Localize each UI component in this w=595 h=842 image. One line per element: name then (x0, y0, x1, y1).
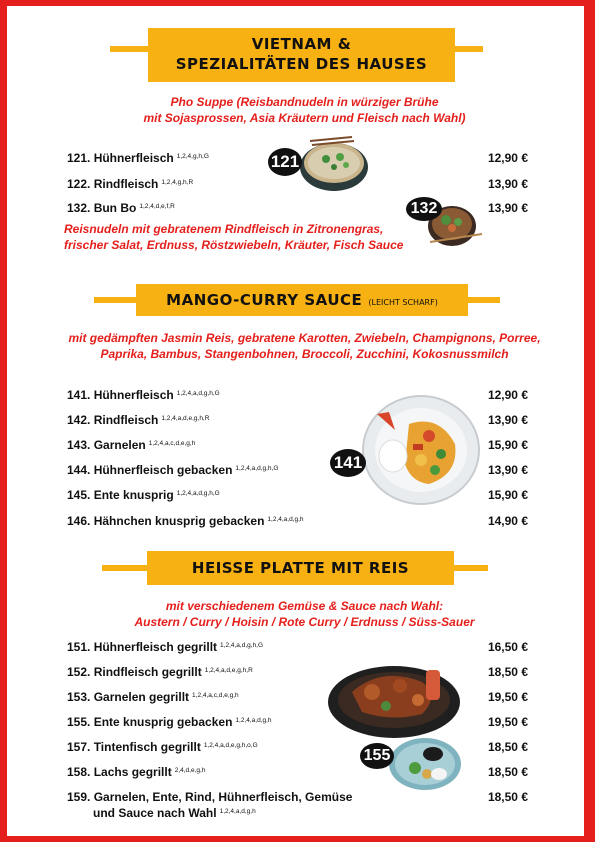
price-121: 12,90 € (487, 151, 528, 165)
section-title-vietnam (148, 28, 455, 82)
badge-132: 132 (406, 197, 442, 221)
section-title-heisse-platte (147, 551, 454, 585)
price-159: 18,50 € (487, 790, 528, 804)
description-line1: Pho Suppe (Reisbandnudeln in würziger Brühe (170, 95, 439, 109)
badge-121: 121 (268, 148, 302, 176)
menu-item-122: 122. Rindfleisch $^{1,2,4,g,h,R}$ (67, 177, 194, 191)
description-line2: mit Sojasprossen, Asia Kräutern und Fleisch nach Wahl) (143, 111, 466, 125)
side-plate-photo (387, 734, 463, 792)
badge-141: 141 (330, 449, 366, 477)
menu-item-146: 146. Hähnchen knusprig gebacken $^{1,2,4,a,d,g,h}$ (67, 514, 304, 528)
price-155: 19,50 € (487, 715, 528, 729)
menu-item-132: 132. Bun Bo $^{1,2,4,d,e,f,R}$ (67, 201, 175, 215)
section-title-line1: VIETNAM & (251, 35, 352, 53)
menu-item-144: 144. Hühnerfleisch gebacken $^{1,2,4,a,d,g,h,G}$ (67, 463, 279, 477)
banner-bar-left (102, 565, 152, 571)
menu-item-142: 142. Rindfleisch $^{1,2,4,a,d,e,g,h,R}$ (67, 413, 210, 427)
description-line1: mit gedämpften Jasmin Reis, gebratene Karotten, Zwiebeln, Champignons, Porree, (68, 331, 541, 345)
price-122: 13,90 € (487, 177, 528, 191)
menu-item-155: 155. Ente knusprig gebacken $^{1,2,4,a,d,g,h}$ (67, 715, 272, 729)
section-title-line2: SPEZIALITÄTEN DES HAUSES (175, 55, 428, 73)
menu-item-145: 145. Ente knusprig $^{1,2,4,a,d,g,h,G}$ (67, 488, 220, 502)
section-title-note: (LEICHT SCHARF) (368, 298, 438, 307)
menu-item-152: 152. Rindfleisch gegrillt $^{1,2,4,a,d,e,g,h,R}$ (67, 665, 253, 679)
description-line1: mit verschiedenem Gemüse & Sauce nach Wahl: (165, 599, 444, 613)
description-line2: Paprika, Bambus, Stangenbohnen, Broccoli, Zucchini, Kokosnussmilch (100, 347, 509, 361)
price-152: 18,50 € (487, 665, 528, 679)
price-157: 18,50 € (487, 740, 528, 754)
banner-bar-right (448, 565, 488, 571)
menu-item-159-line2: und Sauce nach Wahl $^{1,2,4,a,d,g,h}$ (93, 806, 256, 820)
bun-bo-description (64, 221, 403, 253)
pho-bowl-photo (290, 133, 372, 195)
menu-item-153: 153. Garnelen gegrillt $^{1,2,4,a,c,d,e,g,h}$ (67, 690, 239, 704)
bun-bo-line2: frischer Salat, Erdnuss, Röstzwiebeln, Kräuter, Fisch Sauce (64, 238, 404, 252)
menu-item-141: 141. Hühnerfleisch $^{1,2,4,a,d,g,h,G}$ (67, 388, 220, 402)
mango-curry-plate-photo (359, 394, 481, 506)
price-158: 18,50 € (487, 765, 528, 779)
section-title-text: HEISSE PLATTE MIT REIS (191, 559, 410, 577)
price-144: 13,90 € (487, 463, 528, 477)
section-description (37, 598, 572, 630)
section-title-mango-curry (136, 284, 468, 316)
section-title-text: MANGO-CURRY SAUCE (166, 291, 363, 309)
banner-bar-right (465, 297, 500, 303)
menu-item-158: 158. Lachs gegrillt $^{2,4,d,e,g,h}$ (67, 765, 206, 779)
menu-item-121: 121. Hühnerfleisch $^{1,2,4,g,h,G}$ (67, 151, 209, 165)
price-142: 13,90 € (487, 413, 528, 427)
section-description (37, 330, 572, 362)
menu-item-157: 157. Tintenfisch gegrillt $^{1,2,4,a,d,e,g,h,o,G}$ (67, 740, 258, 754)
price-146: 14,90 € (487, 514, 528, 528)
price-151: 16,50 € (487, 640, 528, 654)
badge-155: 155 (360, 743, 394, 769)
price-143: 15,90 € (487, 438, 528, 452)
price-132: 13,90 € (487, 201, 528, 215)
price-145: 15,90 € (487, 488, 528, 502)
bun-bo-line1: Reisnudeln mit gebratenem Rindfleisch in Zitronengras, (64, 222, 384, 236)
price-141: 12,90 € (487, 388, 528, 402)
menu-page (7, 6, 584, 836)
menu-item-143: 143. Garnelen $^{1,2,4,a,c,d,e,g,h}$ (67, 438, 196, 452)
menu-item-159: 159. Garnelen, Ente, Rind, Hühnerfleisch, Gemüse (67, 790, 353, 804)
price-153: 19,50 € (487, 690, 528, 704)
description-line2: Austern / Curry / Hoisin / Rote Curry / Erdnuss / Süss-Sauer (134, 615, 475, 629)
menu-item-151: 151. Hühnerfleisch gegrillt $^{1,2,4,a,d,g,h,G}$ (67, 640, 264, 654)
hot-plate-photo (322, 656, 462, 742)
section-description (37, 94, 572, 126)
